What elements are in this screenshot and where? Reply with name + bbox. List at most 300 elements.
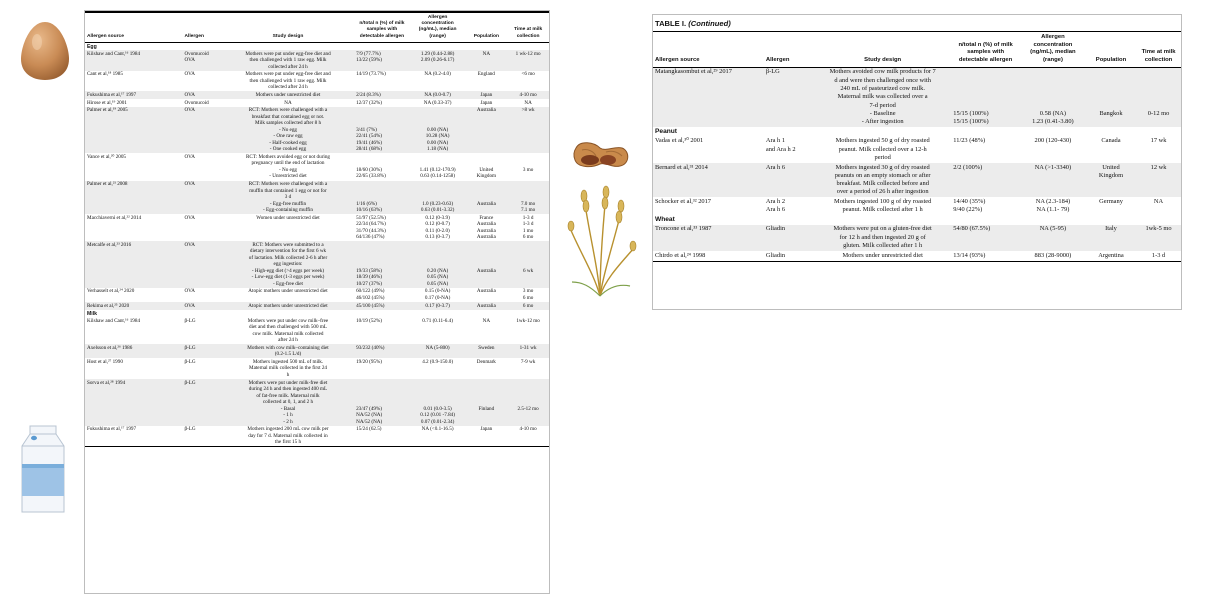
cell-line — [953, 68, 1018, 76]
cell-line: 64/136 (47%) — [356, 234, 385, 241]
cell-line: day for 7 d. Maternal milk collected in — [248, 432, 328, 439]
header-population: Population — [465, 13, 507, 43]
cell-concentration — [1020, 67, 1086, 127]
cell-line: Mothers ingested 200 mL cow milk per — [247, 426, 329, 433]
cell-line: β-LG — [184, 317, 196, 324]
cell-line: β-LG — [184, 426, 196, 433]
cell-line: Milk samples collected after 8 h — [254, 120, 322, 127]
cell-time — [507, 107, 549, 154]
cell-line: Sorva et al,²⁸ 1994 — [87, 379, 126, 386]
cell-line: Germany — [1099, 198, 1123, 205]
cell-line: period — [874, 153, 891, 161]
cell-line: Australia — [476, 288, 496, 295]
cell-line: NA (0.0-0.7) — [424, 92, 451, 99]
cell-time — [1136, 197, 1181, 215]
table-row — [653, 251, 1181, 261]
cell-concentration — [410, 241, 466, 288]
cell-line: after 24 h — [278, 337, 298, 344]
cell-concentration — [1020, 197, 1086, 215]
cell-allergen — [182, 344, 221, 358]
milk-carton-illustration — [20, 424, 66, 514]
cell-line: Mothers were put under cow milk–free — [247, 317, 329, 324]
cell-line: OVA — [184, 214, 195, 221]
cell-line: Hirose et al,¹⁹ 2001 — [87, 99, 127, 106]
cell-line: Mothers were put on a gluten-free diet — [833, 225, 932, 233]
cell-line: 18/39 (46%) — [356, 274, 382, 281]
cell-line: Kingdom — [1098, 171, 1124, 179]
cell-population — [465, 426, 507, 447]
cell-line: - One raw egg — [273, 133, 303, 140]
cell-time — [507, 181, 549, 215]
cell-time — [507, 317, 549, 344]
cell-line: - Half-cooked egg — [269, 139, 307, 146]
cell-line: diet and then challenged with 500 mL — [249, 324, 327, 331]
cell-line: dietary intervention for the first 6 wk — [249, 248, 327, 255]
cell-line: Gliadin — [765, 225, 786, 233]
cell-line: - Unrestricted diet — [269, 173, 307, 180]
cell-line: Australia — [476, 200, 496, 207]
cell-line: 3 mo — [522, 166, 534, 173]
cell-study-design — [814, 137, 951, 163]
cell-line: 10.28 (NA) — [425, 133, 450, 140]
table-row — [85, 317, 549, 344]
cell-line: 6 wk — [523, 267, 534, 274]
egg-illustration — [18, 20, 72, 82]
cell-source — [653, 251, 764, 261]
cell-source — [85, 302, 182, 310]
cell-study-design — [222, 181, 354, 215]
cell-line: Palmer et al,¹⁹ 2005 — [87, 107, 128, 114]
table-row — [85, 99, 549, 107]
cell-line: 0.17 (0-NA) — [424, 294, 451, 301]
cell-line: 13/22 (59%) — [356, 57, 382, 64]
cell-line: 10/27 (37%) — [356, 280, 382, 287]
table-row — [653, 197, 1181, 215]
cell-detectable-n — [354, 344, 410, 358]
header-study-design: Study design — [814, 32, 951, 67]
table-bottom-rule — [85, 446, 549, 447]
cell-line: 7/9 (77.7%) — [356, 50, 381, 57]
table-bottom-rule — [653, 261, 1181, 262]
cell-study-design — [222, 302, 354, 310]
table-row — [85, 426, 549, 447]
cell-concentration — [410, 288, 466, 302]
cell-line: 17 wk — [1150, 137, 1167, 145]
cell-line: 0.00 (NA) — [427, 139, 449, 146]
cell-line: Australia — [476, 234, 496, 241]
cell-study-design — [222, 426, 354, 447]
cell-line: 10/19 (52%) — [356, 317, 382, 324]
cell-line: NA/52 (NA) — [356, 412, 383, 419]
cell-study-design — [222, 91, 354, 99]
cell-line: 12/37 (32%) — [356, 99, 382, 106]
header-allergen-source: Allergen source — [85, 13, 182, 43]
cell-allergen — [764, 163, 814, 198]
cell-line — [1022, 102, 1084, 110]
cell-time — [507, 153, 549, 180]
cell-concentration — [410, 379, 466, 426]
cell-population — [465, 288, 507, 302]
cell-detectable-n — [354, 107, 410, 154]
cell-detectable-n — [354, 91, 410, 99]
cell-detectable-n — [354, 71, 410, 92]
cell-line: 0.20 (NA) — [427, 267, 449, 274]
cell-line: Mothers were put under egg-free diet and — [245, 50, 331, 57]
cell-concentration — [410, 107, 466, 154]
cell-line: Palmer et al,²¹ 2008 — [87, 181, 128, 188]
cell-line — [953, 85, 1018, 93]
cell-line: Chirdo et al,²⁴ 1998 — [655, 251, 706, 259]
table-row — [653, 163, 1181, 198]
cell-line: 22/41 (54%) — [356, 133, 382, 140]
cell-line: 1/16 (6%) — [356, 200, 377, 207]
cell-time — [1136, 137, 1181, 163]
cell-line: peanut. Milk collected over a 12-h — [838, 145, 927, 153]
right-table-body — [653, 67, 1181, 261]
cell-line: Japan — [480, 426, 493, 433]
cell-allergen — [182, 99, 221, 107]
table-title — [653, 15, 1181, 32]
cell-detectable-n — [951, 163, 1020, 198]
cell-line: 12 wk — [1150, 163, 1167, 171]
cell-line: Atopic mothers under unrestricted diet — [248, 302, 328, 309]
cell-line: Matangkasombut et al,²⁹ 2017 — [655, 68, 732, 76]
wheat-illustration — [560, 178, 640, 298]
cell-source — [653, 67, 764, 127]
cell-source — [85, 181, 182, 215]
right-allergen-table — [653, 32, 1181, 262]
cell-line — [1022, 77, 1084, 85]
cell-line: Australia — [476, 267, 496, 274]
cell-allergen — [764, 197, 814, 215]
cell-line: 200 (120-430) — [1034, 137, 1072, 145]
table-row — [85, 241, 549, 288]
cell-line — [1022, 93, 1084, 101]
cell-line: collected after 24 h — [268, 63, 308, 70]
cell-line: β-LG — [184, 344, 196, 351]
cell-detectable-n — [951, 67, 1020, 127]
cell-study-design — [222, 71, 354, 92]
cell-source — [85, 214, 182, 241]
cell-line: 3 d — [284, 194, 292, 201]
cell-line: NA/52 (NA) — [356, 418, 383, 425]
table-row — [85, 153, 549, 180]
table-row — [653, 67, 1181, 127]
cell-line: 1 wk-12 mo — [515, 50, 541, 57]
cell-line — [953, 102, 1018, 110]
cell-line: Australia — [476, 227, 496, 234]
cell-line: OVA — [184, 288, 195, 295]
cell-line: Ara h 6 — [765, 206, 786, 214]
cell-line: Fukushima et al,¹⁷ 1997 — [87, 92, 137, 99]
cell-line: - One cooked egg — [269, 146, 307, 153]
peanut-illustration — [570, 138, 632, 174]
cell-source — [653, 137, 764, 163]
cell-line: Finland — [478, 405, 495, 412]
cell-line: 19/20 (95%) — [356, 359, 382, 365]
cell-population — [1086, 251, 1136, 261]
cell-study-design — [222, 241, 354, 288]
cell-line: 0.05 (NA) — [427, 274, 449, 281]
cell-line: 15/15 (100%) — [953, 118, 989, 126]
cell-line: 6 mo — [522, 302, 534, 309]
cell-line: 0.05 (NA) — [427, 280, 449, 287]
cell-source — [85, 344, 182, 358]
cell-line: breakfast that contained egg or not. — [251, 113, 325, 120]
cell-line: collected after 24 h — [268, 84, 308, 91]
cell-line: NA — [482, 317, 491, 324]
cell-line: Japan — [480, 92, 493, 99]
cell-allergen — [182, 107, 221, 154]
cell-source — [85, 241, 182, 288]
table-row — [85, 71, 549, 92]
cell-line: 10/16 (63%) — [356, 207, 382, 214]
cell-line: 4-10 mo — [519, 92, 537, 99]
header-population: Population — [1086, 32, 1136, 67]
cell-line: 2.09 (0.26-6.17) — [420, 57, 455, 64]
cell-detectable-n — [354, 181, 410, 215]
left-table-page — [84, 10, 550, 594]
cell-line: 1wk-5 mo — [1145, 225, 1172, 233]
cell-line: β-LG — [184, 379, 196, 386]
cell-line: Axelsson et al,²⁶ 1986 — [87, 344, 133, 351]
cell-detectable-n — [354, 99, 410, 107]
cell-line: NA (2.3-184) — [1035, 198, 1071, 205]
cell-line: - Basal — [280, 405, 296, 412]
cell-line — [953, 77, 1018, 85]
cell-line: 1.18 (NA) — [427, 146, 449, 153]
cell-line: 1 mo — [522, 227, 534, 234]
cell-line: Mothers with cow milk–containing diet — [247, 344, 329, 351]
cell-line: 2/24 (8.3%) — [356, 92, 381, 99]
cell-detectable-n — [951, 225, 1020, 251]
cell-study-design — [222, 358, 354, 379]
cell-study-design — [814, 163, 951, 198]
cell-study-design — [814, 225, 951, 251]
cell-line: NA — [482, 50, 491, 57]
cell-concentration — [1020, 225, 1086, 251]
cell-source — [85, 426, 182, 447]
cell-line: h — [286, 371, 290, 378]
cell-study-design — [222, 50, 354, 71]
left-header-row — [85, 13, 549, 43]
cell-line: Ovomucoid — [184, 50, 209, 57]
cell-line: Ara h 2 — [765, 198, 786, 205]
cell-line: Mothers ingested 30 g of dry roasted — [835, 163, 930, 171]
cell-concentration — [410, 99, 466, 107]
cell-line: peanut. Milk collected after 1 h — [842, 206, 923, 214]
cell-line: Kingdom — [476, 173, 497, 180]
cell-line — [1138, 102, 1179, 110]
cell-line: NA — [284, 99, 292, 106]
cell-allergen — [764, 251, 814, 261]
cell-source — [85, 317, 182, 344]
cell-line: OVA — [184, 181, 195, 188]
cell-line: 1-3 d — [522, 221, 534, 228]
cell-line: Australia — [476, 107, 496, 114]
left-table-body — [85, 42, 549, 447]
cell-line: 51/97 (52.5%) — [356, 214, 386, 221]
cell-line: Ovomucoid — [184, 99, 209, 106]
section-heading: Egg — [87, 43, 97, 50]
left-allergen-table — [85, 11, 549, 447]
table-row — [85, 214, 549, 241]
cell-line: - No egg — [278, 126, 297, 133]
cell-allergen — [182, 358, 221, 379]
right-header-row — [653, 32, 1181, 67]
cell-line: - Egg-free muffin — [269, 200, 307, 207]
cell-line — [1088, 68, 1134, 76]
cell-time — [507, 91, 549, 99]
cell-source — [85, 71, 182, 92]
cell-allergen — [182, 153, 221, 180]
cell-line: United — [479, 166, 494, 173]
cell-time — [1136, 225, 1181, 251]
cell-line: Macchiaverni et al,²² 2014 — [87, 214, 142, 221]
cell-line: 0.15 (0-NA) — [424, 288, 451, 295]
cell-population — [465, 379, 507, 426]
cell-line: Bernard et al,³¹ 2014 — [655, 163, 708, 171]
header-detectable-n: n/total n (%) of milk samples with detectable allergen — [951, 32, 1020, 67]
cell-line: NA (1.1- 79) — [1036, 206, 1070, 214]
cell-detectable-n — [951, 251, 1020, 261]
cell-line: Ara h 6 — [765, 163, 786, 171]
section-row — [85, 310, 549, 317]
cell-line: 883 (28-9000) — [1034, 251, 1072, 259]
cell-line: Mothers ingested 100 g of dry roasted — [834, 198, 932, 205]
cell-line: RCT: Mothers avoided egg or not during — [246, 153, 330, 160]
cell-time — [1136, 67, 1181, 127]
cell-line: - Egg-containing muffin — [263, 207, 313, 214]
cell-line — [1088, 93, 1134, 101]
cell-line — [1138, 85, 1179, 93]
cell-line: OVA — [184, 57, 195, 64]
cell-line: - 1 h — [283, 412, 293, 419]
cell-detectable-n — [354, 302, 410, 310]
cell-line: 1.29 (0.44-2.88) — [420, 50, 455, 57]
cell-allergen — [182, 71, 221, 92]
cell-line: 93/232 (40%) — [356, 344, 385, 351]
cell-time — [507, 302, 549, 310]
cell-line: 1.41 (0.12-170.9) — [419, 166, 456, 173]
cell-line: 23/47 (49%) — [356, 405, 382, 412]
cell-allergen — [764, 137, 814, 163]
cell-time — [507, 358, 549, 379]
cell-line: 0.12 (0-3.9) — [425, 214, 450, 221]
cell-line: Gliadin — [765, 251, 786, 259]
cell-population — [1086, 137, 1136, 163]
cell-line: 1.0 (0.23-0.63) — [422, 200, 454, 207]
cell-line: 6 mo — [522, 234, 534, 241]
cell-line: 1-31 wk — [519, 344, 537, 351]
cell-line: OVA — [184, 302, 195, 309]
cell-time — [507, 288, 549, 302]
cell-source — [653, 197, 764, 215]
cell-line: egg ingestion: — [273, 261, 303, 268]
cell-concentration — [1020, 251, 1086, 261]
cell-line: OVA — [184, 92, 195, 99]
cell-line: Verhasselt et al,²⁴ 2020 — [87, 288, 135, 295]
cell-line: Troncone et al,³³ 1987 — [655, 225, 712, 233]
cell-time — [507, 214, 549, 241]
cell-line: Australia — [476, 221, 496, 228]
cell-detectable-n — [354, 317, 410, 344]
cell-line: 22/65 (33.8%) — [356, 173, 386, 180]
cell-line: during 24 h and then ingested 400 mL — [248, 386, 328, 393]
cell-line: Mothers ingested 50 g of dry roasted — [835, 137, 930, 145]
cell-concentration — [410, 91, 466, 99]
cell-detectable-n — [354, 214, 410, 241]
table-row — [85, 344, 549, 358]
cell-concentration — [410, 344, 466, 358]
cell-population — [465, 358, 507, 379]
section-row — [85, 42, 549, 50]
table-row — [85, 91, 549, 99]
cell-population — [465, 344, 507, 358]
cell-line: breakfast. Milk collected before and — [836, 180, 929, 188]
cell-concentration — [1020, 137, 1086, 163]
cell-line: >8 wk — [521, 107, 535, 114]
cell-line: 19/41 (46%) — [356, 139, 382, 146]
cell-population — [465, 107, 507, 154]
cell-source — [85, 50, 182, 71]
cell-line: pregnancy until the end of lactation — [251, 160, 325, 167]
cell-line: 240 mL of pasteurized cow milk. — [840, 84, 925, 92]
cell-study-design — [222, 153, 354, 180]
cell-source — [85, 153, 182, 180]
cell-source — [653, 225, 764, 251]
cell-detectable-n — [354, 426, 410, 447]
cell-line: β-LG — [765, 68, 780, 76]
cell-line: OVA — [184, 107, 195, 114]
cell-line: cow milk. Maternal milk collected — [252, 330, 324, 337]
table-row — [653, 137, 1181, 163]
cell-population — [465, 181, 507, 215]
cell-line: Mothers under unrestricted diet — [842, 251, 923, 259]
cell-line — [1088, 85, 1134, 93]
header-concentration: Allergen concentration (ng/mL), median (range) — [410, 13, 466, 43]
cell-line: peanuts on an empty stomach or after — [834, 171, 931, 179]
cell-line: Japan — [480, 99, 493, 106]
cell-line: Women under unrestricted diet — [256, 214, 320, 221]
table-row — [653, 225, 1181, 251]
cell-line: muffin that contained 1 egg or not for — [249, 187, 327, 194]
cell-allergen — [182, 317, 221, 344]
cell-population — [465, 71, 507, 92]
cell-source — [85, 91, 182, 99]
cell-line: Sweden — [478, 344, 495, 351]
cell-detectable-n — [951, 197, 1020, 215]
cell-study-design — [222, 214, 354, 241]
cell-line: Rekima et al,²⁵ 2020 — [87, 302, 130, 309]
cell-line: Italy — [1105, 225, 1117, 233]
cell-line: NA (0.2-4.0) — [424, 71, 451, 78]
cell-study-design — [222, 379, 354, 426]
section-heading: Milk — [87, 310, 97, 317]
cell-population — [465, 317, 507, 344]
header-detectable-n: n/total n (%) of milk samples with detectable allergen — [354, 13, 410, 43]
cell-population — [465, 99, 507, 107]
table-row — [85, 358, 549, 379]
cell-allergen — [182, 241, 221, 288]
cell-concentration — [410, 358, 466, 379]
section-heading: Wheat — [655, 216, 675, 224]
cell-line: RCT: Mothers were challenged with a — [248, 107, 328, 114]
cell-line: 9/40 (22%) — [953, 206, 983, 214]
cell-line: 0.63 (0.14-1258) — [420, 173, 455, 180]
cell-line: 1.23 (0.41-3.80) — [1032, 118, 1074, 126]
cell-line: Mothers were put under milk-free diet — [248, 379, 328, 386]
